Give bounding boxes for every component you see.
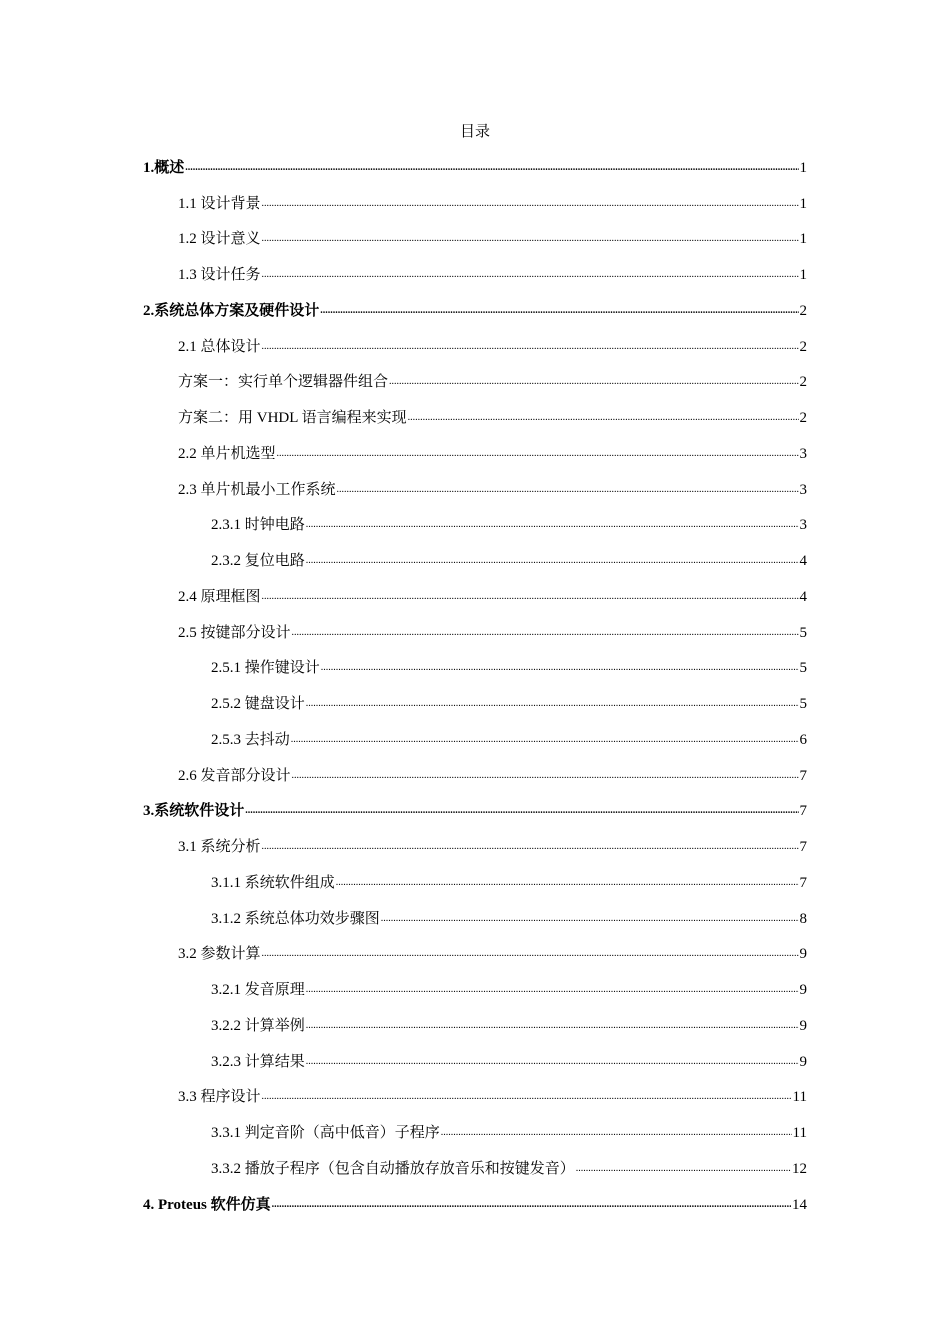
toc-entry[interactable] <box>0 472 950 508</box>
toc-dot-leader <box>292 766 799 786</box>
toc-entry[interactable] <box>0 686 950 722</box>
toc-page-number: 4 <box>799 588 807 605</box>
toc-dot-leader <box>292 623 799 643</box>
toc-page-number: 3 <box>799 445 807 462</box>
toc-dot-leader <box>336 873 799 893</box>
toc-entry[interactable] <box>0 1115 950 1151</box>
toc-entry-text: 3.2.3 计算结果 <box>211 1053 305 1070</box>
toc-dot-leader <box>262 587 799 607</box>
toc-entry-text: 3.1.2 系统总体功效步骤图 <box>211 910 380 927</box>
toc-entry-text: 3.3.2 播放子程序（包含自动播放存放音乐和按键发音） <box>211 1160 575 1177</box>
toc-page-number: 5 <box>799 696 807 713</box>
toc-dot-leader <box>576 1159 791 1179</box>
toc-page-number: 9 <box>799 1017 807 1034</box>
toc-entry-text: 2.5 按键部分设计 <box>178 624 291 641</box>
toc-dot-leader <box>262 337 799 357</box>
toc-entry-text: 2.5.1 操作键设计 <box>211 660 320 677</box>
toc-page-number: 14 <box>792 1196 807 1213</box>
toc-page-number: 4 <box>799 553 807 570</box>
toc-entry[interactable] <box>0 150 950 186</box>
toc-dot-leader <box>306 1016 799 1036</box>
toc-entry[interactable] <box>0 829 950 865</box>
toc-entry[interactable] <box>0 758 950 794</box>
toc-entry[interactable] <box>0 901 950 937</box>
toc-dot-leader <box>262 265 799 285</box>
toc-dot-leader <box>306 694 799 714</box>
toc-page-number: 1 <box>799 195 807 212</box>
toc-page-number: 8 <box>799 910 807 927</box>
toc-dot-leader <box>291 730 799 750</box>
toc-page-number: 2 <box>799 302 807 319</box>
toc-entry[interactable] <box>0 937 950 973</box>
toc-page-number: 1 <box>799 267 807 284</box>
toc-entry-text: 3.1.1 系统软件组成 <box>211 874 335 891</box>
toc-dot-leader <box>337 480 799 500</box>
toc-entry[interactable] <box>0 794 950 830</box>
toc-dot-leader <box>389 372 798 392</box>
toc-page-number: 12 <box>792 1160 807 1177</box>
toc-dot-leader <box>262 837 799 857</box>
toc-entry-text: 3.系统软件设计 <box>143 803 245 820</box>
toc-entry[interactable] <box>0 257 950 293</box>
toc-entry[interactable] <box>0 365 950 401</box>
toc-entry[interactable] <box>0 293 950 329</box>
toc-entry[interactable] <box>0 186 950 222</box>
toc-entry[interactable] <box>0 579 950 615</box>
toc-entry-text: 1.3 设计任务 <box>178 267 261 284</box>
toc-page-number: 5 <box>799 660 807 677</box>
toc-entry[interactable] <box>0 615 950 651</box>
toc-page-number: 9 <box>799 946 807 963</box>
toc-entry-text: 3.1 系统分析 <box>178 839 261 856</box>
toc-entry[interactable] <box>0 1080 950 1116</box>
toc-entry-text: 2.3 单片机最小工作系统 <box>178 481 336 498</box>
toc-page-number: 11 <box>792 1089 807 1106</box>
toc-dot-leader <box>408 408 799 428</box>
toc-dot-leader <box>277 444 799 464</box>
toc-entry-text: 2.2 单片机选型 <box>178 445 276 462</box>
toc-entry-text: 方案一：实行单个逻辑器件组合 <box>178 374 389 391</box>
toc-entry-text: 方案二：用 VHDL 语言编程来实现 <box>178 410 407 427</box>
toc-page-number: 3 <box>799 517 807 534</box>
toc-entry[interactable] <box>0 400 950 436</box>
toc-entry[interactable] <box>0 222 950 258</box>
toc-page-number: 7 <box>799 874 807 891</box>
toc-entry[interactable] <box>0 543 950 579</box>
toc-entry-text: 1.概述 <box>143 159 185 176</box>
toc-entry-text: 3.3.1 判定音阶（高中低音）子程序 <box>211 1125 440 1142</box>
toc-entry[interactable] <box>0 651 950 687</box>
toc-entry-text: 2.1 总体设计 <box>178 338 261 355</box>
toc-entry[interactable] <box>0 865 950 901</box>
toc-page-number: 7 <box>799 839 807 856</box>
toc-page-number: 2 <box>799 410 807 427</box>
toc-page-number: 6 <box>799 731 807 748</box>
toc-page-number: 2 <box>799 374 807 391</box>
toc-dot-leader <box>262 229 799 249</box>
toc-dot-leader <box>306 551 799 571</box>
toc-page-number: 9 <box>799 982 807 999</box>
toc-entry[interactable] <box>0 1044 950 1080</box>
toc-entry[interactable] <box>0 1151 950 1187</box>
toc-list <box>0 150 950 1223</box>
toc-entry-text: 2.3.2 复位电路 <box>211 553 305 570</box>
toc-entry-text: 3.2.1 发音原理 <box>211 982 305 999</box>
toc-dot-leader <box>320 301 798 321</box>
toc-entry[interactable] <box>0 1008 950 1044</box>
toc-entry-text: 2.5.3 去抖动 <box>211 731 290 748</box>
toc-entry[interactable] <box>0 1187 950 1223</box>
toc-entry[interactable] <box>0 972 950 1008</box>
toc-entry-text: 2.5.2 键盘设计 <box>211 696 305 713</box>
toc-dot-leader <box>306 980 799 1000</box>
toc-page-number: 9 <box>799 1053 807 1070</box>
toc-entry[interactable] <box>0 329 950 365</box>
toc-dot-leader <box>185 158 798 178</box>
toc-dot-leader <box>441 1123 792 1143</box>
toc-entry-text: 3.2.2 计算举例 <box>211 1017 305 1034</box>
toc-entry[interactable] <box>0 722 950 758</box>
toc-dot-leader <box>262 1087 792 1107</box>
toc-entry-text: 1.2 设计意义 <box>178 231 261 248</box>
toc-entry-text: 1.1 设计背景 <box>178 195 261 212</box>
toc-entry-text: 3.2 参数计算 <box>178 946 261 963</box>
toc-entry[interactable] <box>0 436 950 472</box>
toc-page-number: 3 <box>799 481 807 498</box>
toc-page-number: 7 <box>799 767 807 784</box>
toc-dot-leader <box>262 194 799 214</box>
toc-page-number: 5 <box>799 624 807 641</box>
toc-entry-text: 2.4 原理框图 <box>178 588 261 605</box>
toc-entry-text: 2.系统总体方案及硬件设计 <box>143 302 320 319</box>
toc-entry[interactable] <box>0 508 950 544</box>
toc-dot-leader <box>245 801 798 821</box>
toc-dot-leader <box>381 909 799 929</box>
toc-entry-text: 3.3 程序设计 <box>178 1089 261 1106</box>
toc-dot-leader <box>262 944 799 964</box>
toc-dot-leader <box>272 1195 791 1215</box>
toc-dot-leader <box>306 1052 799 1072</box>
toc-title: 目录 <box>459 124 490 140</box>
toc-page-number: 1 <box>799 159 807 176</box>
toc-dot-leader <box>306 515 799 535</box>
toc-page-number: 1 <box>799 231 807 248</box>
toc-dot-leader <box>321 658 799 678</box>
toc-entry-text: 2.3.1 时钟电路 <box>211 517 305 534</box>
toc-page-number: 11 <box>792 1125 807 1142</box>
toc-entry-text: 4. Proteus 软件仿真 <box>143 1196 271 1213</box>
toc-entry-text: 2.6 发音部分设计 <box>178 767 291 784</box>
toc-page-number: 7 <box>799 803 807 820</box>
toc-page-number: 2 <box>799 338 807 355</box>
